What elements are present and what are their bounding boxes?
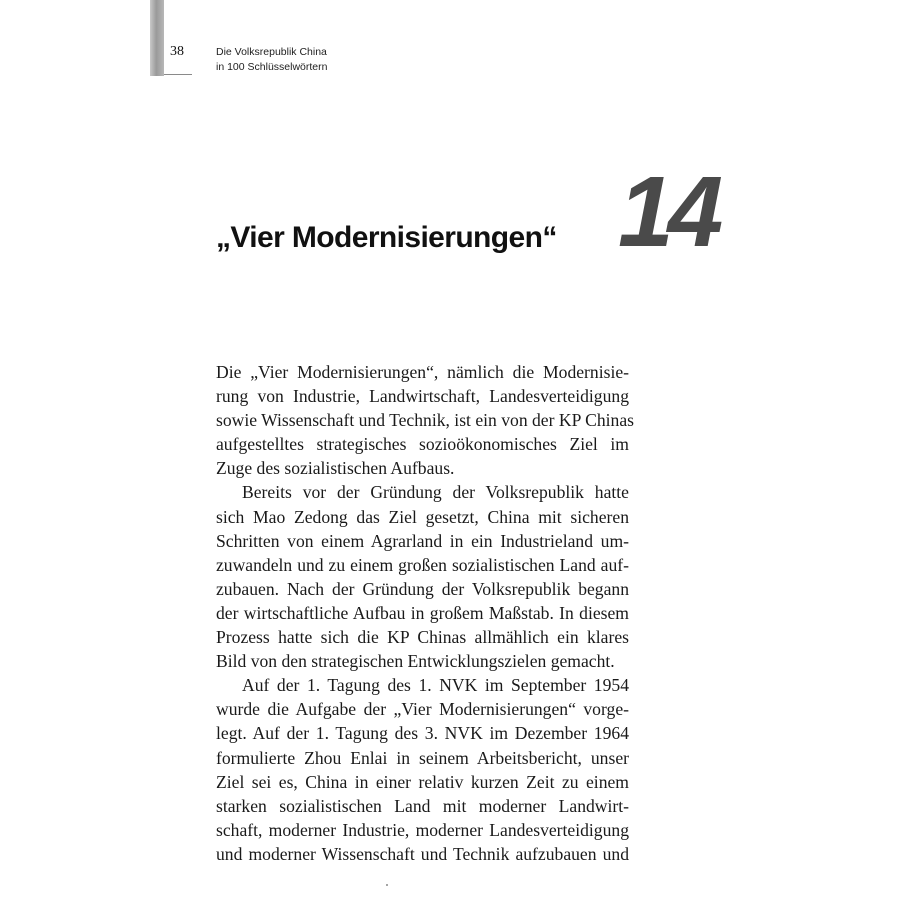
text-line: und moderner Wissenschaft und Technik aufzubauen und (216, 843, 629, 864)
chapter-title: „Vier Modernisierungen“ (216, 221, 557, 254)
text-line: Ziel sei es, China in einer relativ kurzen Zeit zu einem (216, 771, 629, 792)
text-line: formulierte Zhou Enlai in seinem Arbeitsbericht, unser (216, 747, 629, 768)
text-line: sowie Wissenschaft und Technik, ist ein von der KP Chinas (216, 410, 634, 431)
text-line: legt. Auf der 1. Tagung des 3. NVK im Dezember 1964 (216, 723, 629, 744)
page-edge-marker (150, 0, 164, 76)
text-line: der wirtschaftliche Aufbau in großem Maßstab. In diesem (216, 602, 629, 623)
text-line: rung von Industrie, Landwirtschaft, Landesverteidigung (216, 386, 629, 407)
text-line: schaft, moderner Industrie, moderner Landesverteidigung (216, 819, 629, 840)
body-text (216, 360, 634, 866)
text-line: aufgestelltes strategisches sozioökonomisches Ziel im (216, 434, 629, 455)
text-line: Auf der 1. Tagung des 1. NVK im September 1954 (242, 675, 629, 696)
header-rule (164, 74, 192, 75)
text-line: Schritten von einem Agrarland in ein Industrieland um- (216, 530, 629, 551)
text-line: Bild von den strategischen Entwicklungszielen gemacht. (216, 651, 615, 672)
scan-speck (386, 884, 388, 886)
running-head-line-2: in 100 Schlüsselwörtern (216, 61, 328, 73)
page-number: 38 (170, 44, 184, 59)
chapter-number: 14 (618, 156, 718, 268)
text-line: wurde die Aufgabe der „Vier Modernisierungen“ vorge- (216, 699, 629, 720)
running-head-line-1: Die Volksrepublik China (216, 46, 327, 58)
text-line: Zuge des sozialistischen Aufbaus. (216, 458, 455, 479)
text-line: starken sozialistischen Land mit moderner Landwirt- (216, 795, 629, 816)
running-head (216, 45, 327, 75)
text-line: Die „Vier Modernisierungen“, nämlich die Modernisie- (216, 362, 629, 382)
text-line: Prozess hatte sich die KP Chinas allmählich ein klares (216, 627, 629, 648)
text-line: zubauen. Nach der Gründung der Volksrepublik begann (216, 578, 629, 599)
text-line: Bereits vor der Gründung der Volksrepublik hatte (242, 482, 629, 503)
text-line: zuwandeln und zu einem großen sozialistischen Land auf- (216, 554, 629, 575)
text-line: sich Mao Zedong das Ziel gesetzt, China mit sicheren (216, 506, 629, 527)
